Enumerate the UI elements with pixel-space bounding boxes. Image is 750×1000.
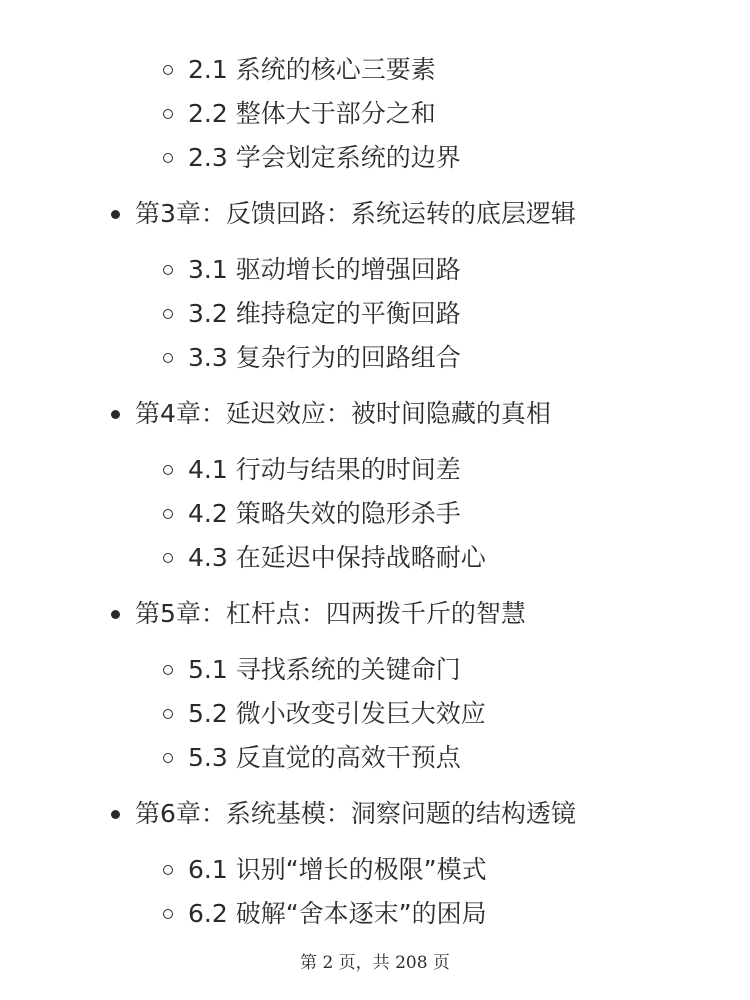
section-title: 5.1 寻找系统的关键命门 [188,655,461,684]
filled-bullet-icon [111,410,120,419]
chapter-title: 第4章：延迟效应：被时间隐藏的真相 [135,399,551,428]
hollow-bullet-icon [163,153,173,163]
section-title: 2.1 系统的核心三要素 [188,55,436,84]
hollow-bullet-icon [163,753,173,763]
toc-section [0,848,750,892]
section-title: 6.1 识别“增长的极限”模式 [188,855,487,884]
toc-section [0,536,750,580]
toc-section [0,692,750,736]
hollow-bullet-icon [163,109,173,119]
toc-section [0,48,750,92]
table-of-contents [0,50,750,936]
section-title: 3.3 复杂行为的回路组合 [188,343,461,372]
hollow-bullet-icon [163,665,173,675]
hollow-bullet-icon [163,465,173,475]
toc-section [0,292,750,336]
toc-section [0,448,750,492]
chapter-title: 第3章：反馈回路：系统运转的底层逻辑 [135,199,576,228]
toc-section [0,336,750,380]
hollow-bullet-icon [163,909,173,919]
toc-chapter [0,392,750,436]
toc-section [0,248,750,292]
toc-section [0,648,750,692]
hollow-bullet-icon [163,353,173,363]
toc-section [0,136,750,180]
section-title: 6.2 破解“舍本逐末”的困局 [188,899,487,928]
section-title: 4.3 在延迟中保持战略耐心 [188,543,486,572]
hollow-bullet-icon [163,553,173,563]
chapter-3-block [0,192,750,380]
chapter-4-block [0,392,750,580]
filled-bullet-icon [111,810,120,819]
hollow-bullet-icon [163,709,173,719]
filled-bullet-icon [111,610,120,619]
page-number-footer: 第 2 页，共 208 页 [300,953,450,973]
toc-chapter [0,792,750,836]
chapter-title: 第5章：杠杆点：四两拨千斤的智慧 [135,599,526,628]
chapter-2-sections [0,48,750,180]
hollow-bullet-icon [163,509,173,519]
section-title: 3.2 维持稳定的平衡回路 [188,299,461,328]
chapter-title: 第6章：系统基模：洞察问题的结构透镜 [135,799,576,828]
toc-chapter [0,192,750,236]
hollow-bullet-icon [163,865,173,875]
toc-section [0,892,750,936]
chapter-6-block [0,792,750,936]
section-title: 4.2 策略失效的隐形杀手 [188,499,461,528]
toc-section [0,92,750,136]
toc-section [0,492,750,536]
section-title: 4.1 行动与结果的时间差 [188,455,461,484]
hollow-bullet-icon [163,309,173,319]
toc-section [0,736,750,780]
filled-bullet-icon [111,210,120,219]
hollow-bullet-icon [163,65,173,75]
toc-chapter [0,592,750,636]
hollow-bullet-icon [163,265,173,275]
section-title: 2.2 整体大于部分之和 [188,99,436,128]
chapter-5-block [0,592,750,780]
section-title: 3.1 驱动增长的增强回路 [188,255,461,284]
section-title: 2.3 学会划定系统的边界 [188,143,461,172]
section-title: 5.2 微小改变引发巨大效应 [188,699,486,728]
section-title: 5.3 反直觉的高效干预点 [188,743,461,772]
